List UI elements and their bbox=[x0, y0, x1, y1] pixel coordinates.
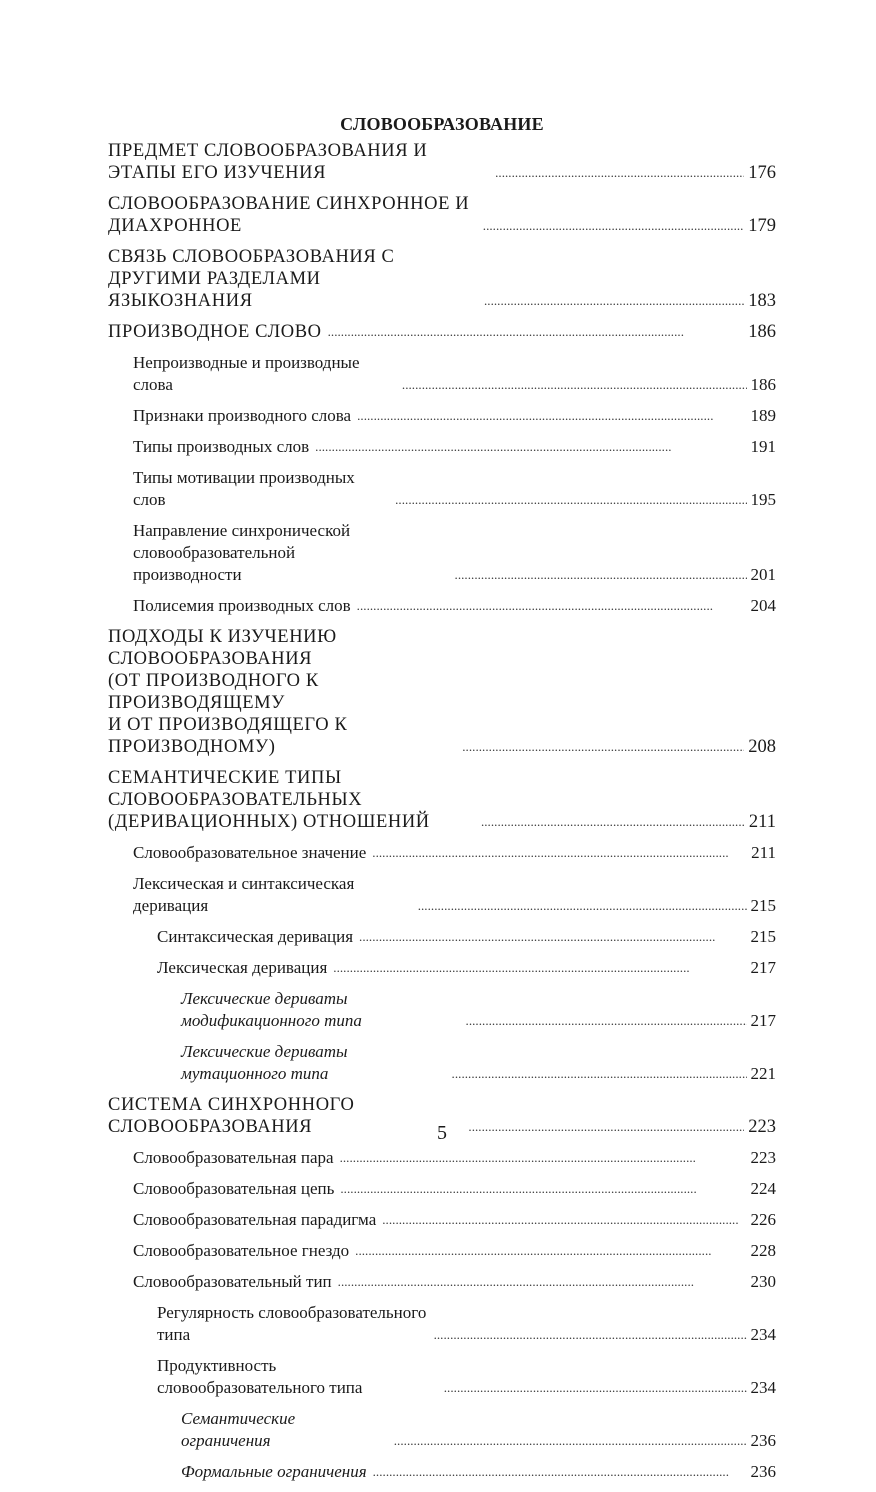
leader-dots bbox=[359, 926, 746, 948]
toc-entry[interactable] bbox=[108, 873, 776, 917]
toc-entry[interactable] bbox=[108, 842, 776, 864]
leader-dots bbox=[382, 1209, 746, 1231]
toc-entry-page: 195 bbox=[750, 490, 776, 509]
toc-entry-page: 208 bbox=[748, 737, 776, 757]
toc-entry-title: Типы производных слов bbox=[133, 437, 310, 456]
toc-entry[interactable] bbox=[108, 352, 776, 396]
toc-entry-title: Формальные ограничения bbox=[181, 1462, 367, 1481]
toc-entry-title: Словообразовательное значение bbox=[133, 843, 367, 862]
toc-entry-title: Словообразовательная цепь bbox=[133, 1179, 335, 1198]
toc-entry-title: Лексические дериваты мутационного типа bbox=[181, 1042, 348, 1083]
toc-entry-title: Словообразовательная пара bbox=[133, 1148, 334, 1167]
toc-entry-page: 234 bbox=[750, 1378, 776, 1397]
toc-entry[interactable] bbox=[108, 1355, 776, 1399]
toc-entry-title: СЛОВООБРАЗОВАНИЕ СИНХРОННОЕ И ДИАХРОННОЕ bbox=[108, 194, 470, 236]
leader-dots bbox=[355, 1240, 746, 1262]
toc-entry[interactable] bbox=[108, 140, 776, 184]
leader-dots bbox=[444, 1377, 747, 1399]
toc-entry[interactable] bbox=[108, 193, 776, 237]
toc-entry-title: Продуктивность словообразовательного типа bbox=[157, 1356, 363, 1397]
toc-entry-page: 176 bbox=[748, 163, 776, 183]
toc-entry-title: ПРОИЗВОДНОЕ СЛОВО bbox=[108, 322, 322, 342]
leader-dots bbox=[340, 1147, 747, 1169]
leader-dots bbox=[455, 564, 747, 586]
toc-entry[interactable] bbox=[108, 467, 776, 511]
toc-entry-page: 215 bbox=[750, 927, 776, 946]
toc-entry[interactable] bbox=[108, 626, 776, 758]
toc-entry[interactable] bbox=[108, 926, 776, 948]
toc-entry-title: Регулярность словообразовательного типа bbox=[157, 1303, 427, 1344]
toc-entry-title: СВЯЗЬ СЛОВООБРАЗОВАНИЯ С ДРУГИМИ РАЗДЕЛАМИ ЯЗЫКОЗНАНИЯ bbox=[108, 247, 395, 311]
toc-entry-title: Словообразовательный тип bbox=[133, 1272, 332, 1291]
toc-entry[interactable] bbox=[108, 595, 776, 617]
page-number: 5 bbox=[437, 1122, 447, 1144]
toc-entry-title: Полисемия производных слов bbox=[133, 596, 351, 615]
toc-entry-page: 179 bbox=[748, 216, 776, 236]
toc-entry-page: 183 bbox=[748, 291, 776, 311]
toc-entry-page: 217 bbox=[750, 958, 776, 977]
toc-entry[interactable] bbox=[108, 405, 776, 427]
toc-entry[interactable] bbox=[108, 988, 776, 1032]
toc-entry-title: ПОДХОДЫ К ИЗУЧЕНИЮ СЛОВООБРАЗОВАНИЯ (ОТ ПРОИЗВОДНОГО К ПРОИЗВОДЯЩЕМУ И ОТ ПРОИЗВОДЯЩЕГО К ПРОИЗВОДНОМУ) bbox=[108, 627, 348, 757]
leader-dots bbox=[483, 215, 744, 237]
leader-dots bbox=[338, 1271, 747, 1293]
leader-dots bbox=[452, 1063, 747, 1085]
leader-dots bbox=[402, 374, 747, 396]
toc-entry[interactable] bbox=[108, 1178, 776, 1200]
toc-entry-page: 211 bbox=[748, 812, 776, 832]
toc-entry-page: 223 bbox=[748, 1117, 776, 1137]
toc-entry[interactable] bbox=[108, 767, 776, 833]
toc-entry-page: 204 bbox=[750, 596, 776, 615]
toc-entry-title: СЕМАНТИЧЕСКИЕ ТИПЫ СЛОВООБРАЗОВАТЕЛЬНЫХ (ДЕРИВАЦИОННЫХ) ОТНОШЕНИЙ bbox=[108, 768, 430, 832]
toc-entry-page: 226 bbox=[750, 1210, 776, 1229]
leader-dots bbox=[394, 1430, 747, 1452]
leader-dots bbox=[495, 162, 744, 184]
toc-entry-page: 224 bbox=[750, 1179, 776, 1198]
toc-entry-page: 223 bbox=[750, 1148, 776, 1167]
toc-entry-page: 230 bbox=[750, 1272, 776, 1291]
toc-entry-page: 186 bbox=[748, 322, 776, 342]
leader-dots bbox=[466, 1010, 747, 1032]
toc-entry[interactable] bbox=[108, 1209, 776, 1231]
leader-dots bbox=[328, 321, 745, 343]
toc-entry[interactable] bbox=[108, 520, 776, 586]
leader-dots bbox=[418, 895, 747, 917]
leader-dots bbox=[340, 1178, 746, 1200]
toc-entry[interactable] bbox=[108, 1041, 776, 1085]
toc-entry-page: 215 bbox=[750, 896, 776, 915]
toc-entry-title: Лексическая и синтаксическая деривация bbox=[133, 874, 355, 915]
toc-entry[interactable] bbox=[108, 321, 776, 343]
toc-entry-page: 201 bbox=[750, 565, 776, 584]
toc-entry-title: Направление синхронической словообразовательной производности bbox=[133, 521, 351, 584]
toc-entry[interactable] bbox=[108, 1240, 776, 1262]
toc-entry-page: 236 bbox=[750, 1462, 776, 1481]
toc-entry[interactable] bbox=[108, 1271, 776, 1293]
toc-entry-title: Непроизводные и производные слова bbox=[133, 353, 360, 394]
toc-entry-title: Семантические ограничения bbox=[181, 1409, 296, 1450]
leader-dots bbox=[357, 405, 746, 427]
leader-dots bbox=[333, 957, 746, 979]
toc-entry[interactable] bbox=[108, 246, 776, 312]
toc-entry-page: 234 bbox=[750, 1325, 776, 1344]
toc-entry-title: СИСТЕМА СИНХРОННОГО СЛОВООБРАЗОВАНИЯ bbox=[108, 1095, 355, 1137]
toc-entry-title: Лексические дериваты модификационного типа bbox=[181, 989, 362, 1030]
toc-entry[interactable] bbox=[108, 436, 776, 458]
table-of-contents bbox=[108, 140, 776, 1492]
leader-dots bbox=[357, 595, 747, 617]
toc-entry[interactable] bbox=[108, 1461, 776, 1483]
section-title: СЛОВООБРАЗОВАНИЕ bbox=[340, 114, 544, 134]
toc-entry-title: ПРЕДМЕТ СЛОВООБРАЗОВАНИЯ И ЭТАПЫ ЕГО ИЗУЧЕНИЯ bbox=[108, 141, 428, 183]
leader-dots bbox=[395, 489, 746, 511]
toc-entry-page: 186 bbox=[750, 375, 776, 394]
toc-entry-page: 211 bbox=[751, 843, 776, 862]
toc-entry[interactable] bbox=[108, 957, 776, 979]
toc-entry-page: 189 bbox=[750, 406, 776, 425]
leader-dots bbox=[372, 842, 747, 864]
leader-dots bbox=[373, 1461, 747, 1483]
toc-entry-title: Лексическая деривация bbox=[157, 958, 328, 977]
toc-entry-page: 228 bbox=[750, 1241, 776, 1260]
toc-entry-title: Синтаксическая деривация bbox=[157, 927, 354, 946]
leader-dots bbox=[434, 1324, 747, 1346]
leader-dots bbox=[462, 736, 744, 758]
toc-entry-title: Типы мотивации производных слов bbox=[133, 468, 355, 509]
leader-dots bbox=[484, 290, 744, 312]
toc-entry-title: Словообразовательная парадигма bbox=[133, 1210, 377, 1229]
leader-dots bbox=[481, 811, 745, 833]
toc-entry[interactable] bbox=[108, 1408, 776, 1452]
toc-entry-page: 217 bbox=[750, 1011, 776, 1030]
toc-entry[interactable] bbox=[108, 1147, 776, 1169]
toc-entry-page: 236 bbox=[750, 1431, 776, 1450]
toc-entry-page: 221 bbox=[750, 1064, 776, 1083]
toc-entry-title: Признаки производного слова bbox=[133, 406, 352, 425]
toc-entry[interactable] bbox=[108, 1302, 776, 1346]
toc-entry-title: Словообразовательное гнездо bbox=[133, 1241, 350, 1260]
leader-dots bbox=[315, 436, 746, 458]
toc-entry-page: 191 bbox=[750, 437, 776, 456]
